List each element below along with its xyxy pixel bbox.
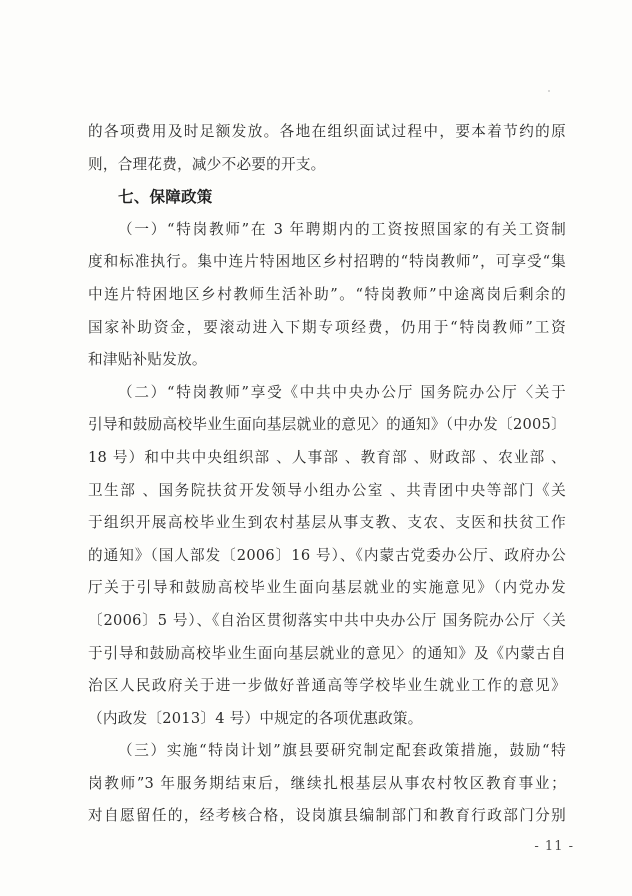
text-line: 治区人民政府关于进一步做好普通高等学校毕业生就业工作的意见》: [88, 677, 566, 695]
text-line: 18 号）和中共中央组织部 、人事部 、教育部 、财政部 、农业部 、: [88, 448, 566, 466]
text-line: 的各项费用及时足额发放。各地在组织面试过程中，要本着节约的原: [88, 123, 566, 140]
paragraph-start: （一）“特岗教师”在 3 年聘期内的工资按照国家的有关工资制: [118, 220, 566, 238]
text-line: 的通知》（国人部发〔2006〕16 号）、《内蒙古党委办公厅、政府办公: [88, 546, 566, 564]
text-line: 〔2006〕5 号）、《自治区贯彻落实中共中央办公厅 国务院办公厅〈关: [88, 611, 566, 629]
text-line: 中连片特困地区乡村教师生活补助”。“特岗教师”中途离岗后剩余的: [88, 285, 566, 303]
text-line: 则，合理花费，减少不必要的开支。: [88, 155, 326, 173]
text-line: （内政发〔2013〕4 号）中规定的各项优惠政策。: [88, 709, 423, 727]
paragraph-start: （二）“特岗教师”享受《中共中央办公厅 国务院办公厅〈关于: [118, 383, 566, 401]
text-line: 国家补助资金，要滚动进入下期专项经费，仍用于“特岗教师”工资: [88, 318, 566, 336]
text-line: 厅关于引导和鼓励高校毕业生面向基层就业的实施意见》（内党办发: [88, 579, 566, 597]
text-line: 和津贴补贴发放。: [88, 351, 207, 369]
text-line: 度和标准执行。集中连片特困地区乡村招聘的“特岗教师”，可享受“集: [88, 253, 566, 271]
text-line: 于引导和鼓励高校毕业生面向基层就业的意见〉的通知》及《内蒙古自: [88, 644, 566, 662]
page-number: - 11 -: [534, 839, 574, 854]
text-line: 于组织开展高校毕业生到农村基层从事支教、支农、支医和扶贫工作: [88, 514, 566, 532]
paragraph-start: （三）实施“特岗计划”旗县要研究制定配套政策措施，鼓励“特: [118, 742, 566, 760]
text-line: 岗教师”3 年服务期结束后，继续扎根基层从事农村牧区教育事业；: [88, 774, 566, 792]
text-line: 引导和鼓励高校毕业生面向基层就业的意见〉的通知》（中办发〔2005〕: [88, 416, 566, 434]
section-heading: 七、保障政策: [118, 188, 213, 207]
body-text: [88, 116, 566, 833]
text-line: 对自愿留任的，经考核合格，设岗旗县编制部门和教育行政部门分别: [88, 807, 566, 825]
scan-speck: [548, 90, 550, 92]
text-line: 卫生部 、国务院扶贫开发领导小组办公室 、共青团中央等部门《关: [88, 481, 566, 499]
